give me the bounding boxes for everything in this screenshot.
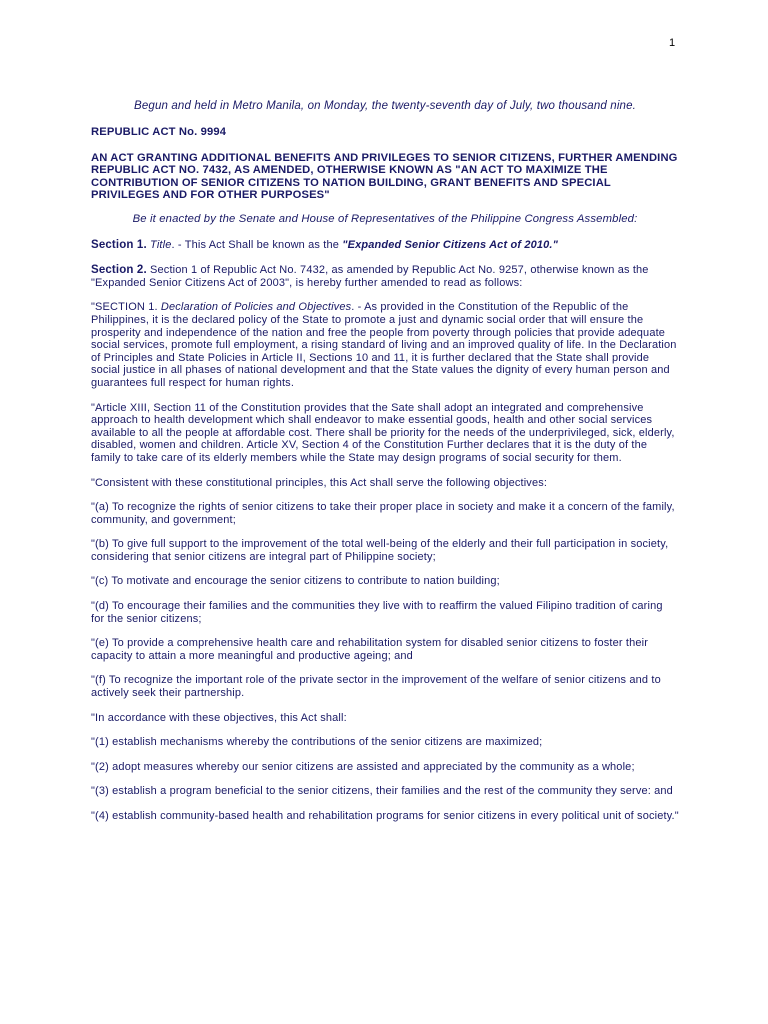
mandate-item-4: "(4) establish community-based health and rehabilitation programs for senior citizens in every political unit of society.": [91, 810, 679, 822]
quoted-section-1-heading: Declaration of Policies and Objectives: [160, 301, 352, 314]
act-title: AN ACT GRANTING ADDITIONAL BENEFITS AND PRIVILEGES TO SENIOR CITIZENS, FURTHER AMENDING REPUBLIC ACT NO. 7432, AS AMENDED, OTHERWISE KNOWN AS "AN ACT TO MAXIMIZE THE CONTRIBUTION OF SENIOR CITIZENS TO NATION BUILDING, GRANT BENEFITS AND SPECIAL PRIVILEGES AND FOR OTHER PURPOSES": [91, 152, 678, 201]
article-13-paragraph: "Article XIII, Section 11 of the Constitution provides that the Sate shall adopt an integrated and comprehensive approach to health development which shall endeavor to make essential goods, health and other social services available to all the people at affordable cost. There shall be priority for the needs of the underprivileged, sick, elderly, disabled, women and children. Article XV, Section 4 of the Constitution Further declares that it is the duty of the family to take care of its elderly members while the State may design programs of social security for them.: [91, 401, 675, 464]
mandate-item-1: "(1) establish mechanisms whereby the contributions of the senior citizens are maximized;: [91, 736, 543, 749]
objectives-list: [91, 501, 679, 700]
objective-item-a: "(a) To recognize the rights of senior citizens to take their proper place in society and make it a concern of the family, community, and government;: [91, 501, 675, 526]
section-1-text: . - This Act Shall be known as the: [171, 238, 343, 251]
quoted-section-1-text: . - As provided in the Constitution of the Republic of the Philippines, it is the declared policy of the State to promote a just and dynamic social order that will ensure the prosperity and independence of the nation and free the people from poverty through policies that provide adequate social services, promote full employment, a rising standard of living and an improved quality of life. In the Declaration of Principles and State Policies in Article II, Sections 10 and 11, it is further declared that the State shall provide social justice in all phases of national development and that the State values the dignity of every human person and guarantees full respect for human rights.: [91, 301, 677, 389]
page-number: 1: [669, 37, 676, 49]
objective-item-e: "(e) To provide a comprehensive health care and rehabilitation system for disabled senior citizens to foster their capacity to attain a more meaningful and productive ageing; and: [91, 637, 649, 662]
objective-item-c: "(c) To motivate and encourage the senior citizens to contribute to nation building;: [91, 575, 500, 588]
objective-item-f: "(f) To recognize the important role of the private sector in the improvement of the welfare of senior citizens and to actively seek their partnership.: [91, 674, 661, 700]
section-1-label: Section 1.: [91, 238, 147, 251]
quoted-section-1: [91, 301, 679, 389]
mandate-item-2: "(2) adopt measures whereby our senior citizens are assisted and appreciated by the community as a whole;: [91, 760, 635, 773]
objectives-intro: "Consistent with these constitutional principles, this Act shall serve the following objectives:: [91, 476, 548, 489]
section-1-title-word: Title: [150, 238, 172, 251]
objective-item-b: "(b) To give full support to the improvement of the total well-being of the elderly and their full participation in society, considering that senior citizens are integral part of Philippine society;: [91, 538, 669, 563]
section-2: [91, 264, 679, 289]
objective-item-d: "(d) To encourage their families and the communities they live with to reaffirm the valued Filipino tradition of caring for the senior citizens;: [91, 600, 663, 625]
republic-act-number: REPUBLIC ACT No. 9994: [91, 125, 227, 138]
section-2-text: Section 1 of Republic Act No. 7432, as amended by Republic Act No. 9257, otherwise known as the "Expanded Senior Citizens Act of 2003", is hereby further amended to read as follows:: [91, 264, 649, 289]
mandate-item-3: "(3) establish a program beneficial to the senior citizens, their families and the rest of the community they serve: and: [91, 785, 673, 798]
quoted-section-1-prefix: "SECTION 1.: [91, 301, 161, 314]
enactment-line: Begun and held in Metro Manila, on Monday, the twenty-seventh day of July, two thousand nine.: [134, 100, 636, 112]
section-1-short-title: "Expanded Senior Citizens Act of 2010.": [342, 238, 558, 251]
section-2-label: Section 2.: [91, 264, 147, 277]
section-1: [91, 239, 679, 252]
document-body: [91, 100, 679, 823]
enacting-clause: Be it enacted by the Senate and House of Representatives of the Philippine Congress Assembled:: [132, 213, 638, 225]
mandates-list: [91, 736, 679, 822]
accordance-intro: "In accordance with these objectives, this Act shall:: [91, 711, 347, 724]
